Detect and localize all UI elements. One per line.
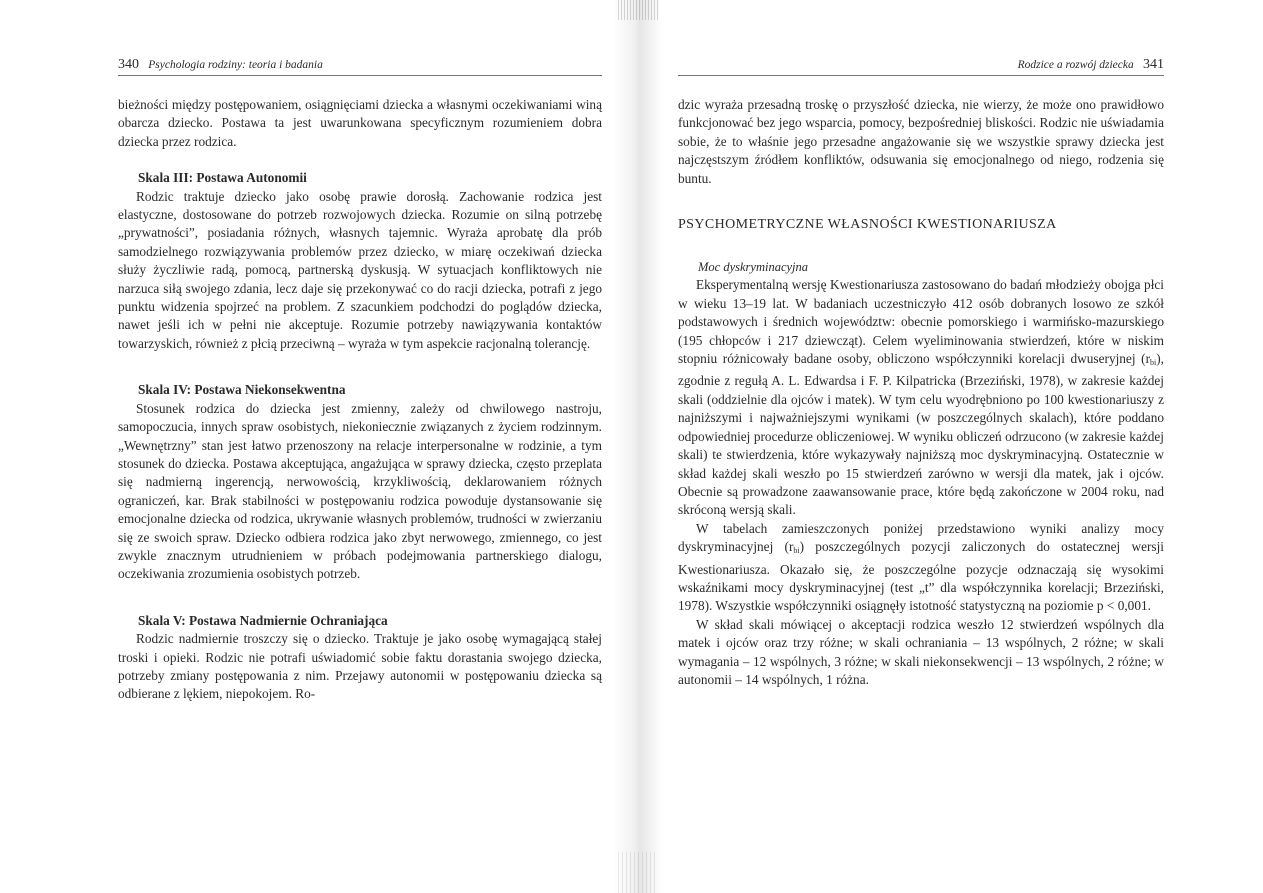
para2-text-b: ) poszczególnych pozycji zaliczonych do ostatecznej wersji Kwestionariusza. Okazało się, że poszczególne pozycje odznaczają się wysokimi wskaźnikami mocy dyskryminacyjnej (test „t” dla współczynnika korelacji; Brzeziński, 1978). Wszystkie współczynniki osiągnęły istotność statystyczną na poziomie p < 0,001.: [678, 539, 1164, 614]
book-spine-shadow: [612, 0, 662, 893]
left-page-number: 340: [118, 57, 139, 72]
para2-subscript: bi: [793, 546, 800, 556]
scale4-paragraph: Stosunek rodzica do dziecka jest zmienny, zależy od chwilowego nastroju, samopoczucia, innych spraw osobistych, niekoniecznie związanych z życiem rodzinnym. „Wewnętrzny” stan jest łatwo przenoszony na relacje interpersonalne w rodzinie, a tym stosunek do dziecka. Postawa akceptująca, angażująca w sprawy dziecka, często przeplata się nadmierną ingerencją, nerwowością, krzykliwością, deklarowaniem różnych ograniczeń, kar. Brak stabilności w postępowaniu rodzica powoduje dystansowanie się emocjonalne dziecka od rodzica, ukrywanie własnych problemów, trudności w zwierzaniu się ze swoich spraw. Dziecko odbiera rodzica jako zbyt nerwowego, zmiennego, co jest zwykle znacznym utrudnieniem w próbach podejmowania partnerskiego dialogu, oczekiwania zrozumienia osobistych potrzeb.: [118, 400, 602, 582]
spine-edge-top: [618, 0, 658, 20]
scale5-heading: Skala V: Postawa Nadmiernie Ochraniająca: [138, 612, 388, 628]
left-running-head: [118, 54, 602, 74]
para1-text-b: ), zgodnie z regułą A. L. Edwardsa i F. P. Kilpatricka (Brzeziński, 1978), w zakresie każdej skali (oddzielnie dla ojców i matek). W tym celu wyodrębniono po 100 kwestionariuszy z najniższymi i najważniejszymi wynikami (w poszczególnych skalach), które poddano odpowiedniej procedurze obliczeniowej. W wyniku obliczeń odrzucono (w zakresie każdej skali) te stwierdzenia, które wykazywały najniższą moc dyskryminacyjną. Ostatecznie w skład każdej skali weszło po 15 stwierdzeń zarówno w wersji dla matek, jak i ojców. Obecnie są prowadzone zaawansowanie prace, które będą zakończone w 2004 roku, nad skróconą wersją skali.: [678, 351, 1164, 518]
right-running-title: Rodzice a rozwój dziecka: [1017, 59, 1134, 71]
scale3-heading: Skala III: Postawa Autonomii: [138, 170, 307, 186]
scale3-paragraph: Rodzic traktuje dziecko jako osobę prawie dorosłą. Zachowanie rodzica jest elastyczne, dostosowane do potrzeb rozwojowych dziecka. Rozumie on silną potrzebę „prywatności”, posiadania różnych, własnych tajemnic. Wyraża aprobatę dla prób samodzielnego rozwiązywania problemów przez dziecko, w miarę oczekiwań dziecka służy życzliwie radą, pomocą, partnerską dyskusją. W sytuacjach konfliktowych nie narzuca siłą swojego zdania, lecz daje się przekonywać co do racji dziecka, potrafi z jego punktu widzenia spojrzeć na problem. Z szacunkiem podchodzi do poglądów dziecka, nawet jeśli ich w pełni nie akceptuje. Rozumie potrzeby nawiązywania kontaktów towarzyskich, również z płcią przeciwną – wyraża w tym aspekcie racjonalną tolerancję.: [118, 188, 602, 351]
subsection-heading: Moc dyskryminacyjna: [698, 260, 809, 275]
left-running-title: Psychologia rodziny: teoria i badania: [148, 59, 323, 71]
scale-composition-paragraph: W skład skali mówiącej o akceptacji rodzica weszło 12 stwierdzeń wspólnych dla matek i ojców oraz trzy różne; w skali ochraniania – 13 wspólnych, 2 różne; w skali wymagania – 12 wspólnych, 3 różne; w skali niekonsekwencji – 13 wspólnych, 2 różne; w autonomii – 14 wspólnych, 1 różna.: [678, 616, 1164, 687]
right-intro-paragraph: dzic wyraża przesadną troskę o przyszłość dziecka, nie wierzy, że może ono prawidłowo funkcjonować bez jego wsparcia, pomocy, bezpośredniej bliskości. Rodzic nie uświadamia sobie, że to właśnie jego przesadne angażowanie się we wszystkie sprawy dziecka jest najczęstszym źródłem konfliktów, odsuwania się emocjonalnego od niego, rodzenia się buntu.: [678, 97, 1164, 186]
discrimination-paragraph-2: [678, 520, 1164, 616]
discrimination-paragraph-1: [678, 276, 1164, 519]
para2-text-a: W tabelach zamieszczonych poniżej przedstawiono wyniki analizy mocy dyskryminacyjnej (r: [678, 520, 1164, 555]
left-page: [118, 0, 602, 893]
scale4-heading: Skala IV: Postawa Niekonsekwentna: [138, 382, 346, 398]
para1-subscript: bi: [1150, 358, 1157, 368]
para1-text-a: Eksperymentalną wersję Kwestionariusza zastosowano do badań młodzieży obojga płci w wieku 13–19 lat. W badaniach uczestniczyło 412 osób dobranych losowo ze szkół podstawowych i średnich województw: obecnie pomorskiego i warmińsko-mazurskiego (195 chłopców i 217 dziewcząt). Celem wyeliminowania stwierdzeń, które w niskim stopniu różnicowały badane osoby, obliczono współczynniki korelacji dwuseryjnej (r: [678, 277, 1164, 367]
right-running-head: [678, 54, 1164, 74]
right-body-text: [678, 96, 1164, 689]
left-header-rule: [118, 75, 602, 76]
spine-edge-bottom: [618, 852, 658, 893]
left-intro-paragraph: bieżności między postępowaniem, osiągnięciami dziecka a własnymi oczekiwaniami winą obarcza dziecko. Postawa ta jest uwarunkowana specyficznym rozumieniem dobra dziecka przez rodzica.: [118, 97, 602, 149]
right-page: [678, 0, 1164, 893]
section-heading: PSYCHOMETRYCZNE WŁASNOŚCI KWESTIONARIUSZA: [678, 217, 1057, 233]
left-body-text: [118, 96, 602, 704]
scale5-paragraph: Rodzic nadmiernie troszczy się o dziecko. Traktuje je jako osobę wymagającą stałej troski i opieki. Rodzic nie potrafi uświadomić sobie faktu dorastania swojego dziecka, potrzeby zmiany postępowania z nim. Przejawy autonomii w postępowaniu dziecka są odbierane z lękiem, niepokojem. Ro-: [118, 631, 602, 702]
right-header-rule: [678, 75, 1164, 76]
right-page-number: 341: [1143, 57, 1164, 72]
